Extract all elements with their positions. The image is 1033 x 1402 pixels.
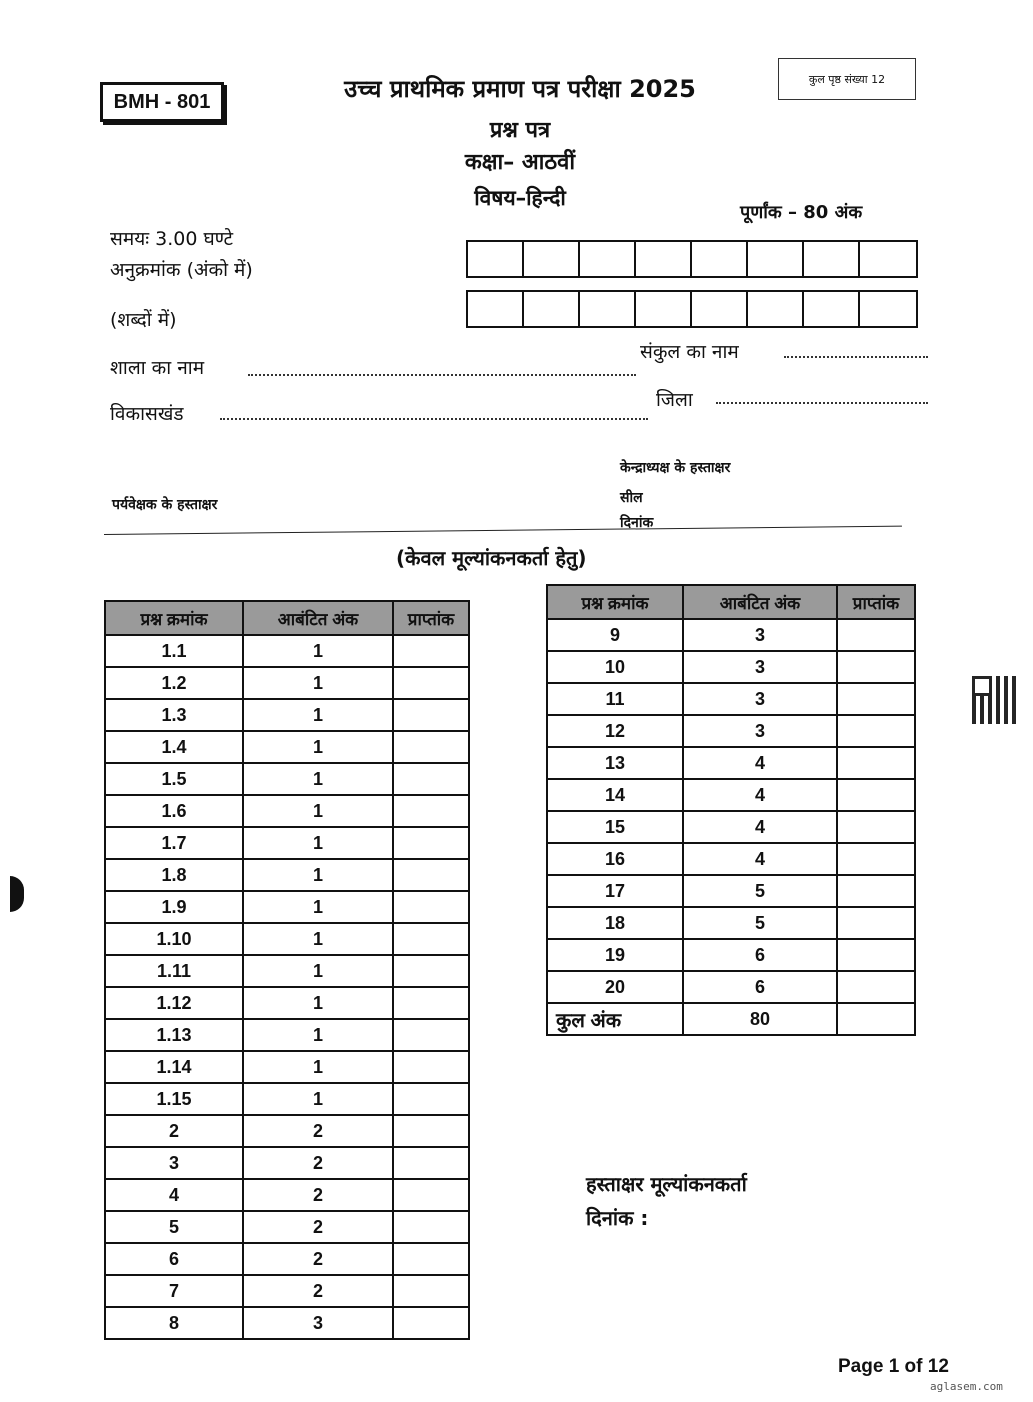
allotted-marks-cell: 1 — [243, 667, 393, 699]
obtained-marks-cell[interactable] — [393, 1019, 469, 1051]
obtained-marks-cell[interactable] — [393, 1307, 469, 1339]
question-number-cell: 2 — [105, 1115, 243, 1147]
obtained-marks-cell[interactable] — [837, 843, 915, 875]
table-row — [105, 667, 469, 699]
allotted-marks-cell: 1 — [243, 1019, 393, 1051]
table-row — [105, 731, 469, 763]
table-row — [105, 1051, 469, 1083]
subject-label: विषय–हिन्दी — [474, 186, 566, 210]
obtained-marks-cell[interactable] — [837, 971, 915, 1003]
question-number-cell: 1.8 — [105, 859, 243, 891]
obtained-marks-cell[interactable] — [393, 763, 469, 795]
allotted-marks-cell: 2 — [243, 1147, 393, 1179]
class-label: कक्षा– आठवीं — [464, 150, 576, 175]
obtained-marks-cell[interactable] — [393, 1083, 469, 1115]
obtained-marks-cell[interactable] — [393, 635, 469, 667]
table-row — [547, 939, 915, 971]
block-field[interactable] — [220, 418, 648, 420]
obtained-marks-cell[interactable] — [393, 699, 469, 731]
punch-hole-mark — [10, 876, 24, 912]
exam-title: उच्च प्राथमिक प्रमाण पत्र परीक्षा 2025 — [344, 75, 696, 103]
divider-line — [104, 526, 902, 535]
table-row — [547, 683, 915, 715]
evaluator-sign-label: हस्ताक्षर मूल्यांकनकर्ता — [586, 1172, 747, 1196]
allotted-marks-cell: 1 — [243, 795, 393, 827]
obtained-marks-cell[interactable] — [393, 1179, 469, 1211]
obtained-marks-cell[interactable] — [393, 987, 469, 1019]
question-number-cell: 1.2 — [105, 667, 243, 699]
obtained-marks-cell[interactable] — [393, 1243, 469, 1275]
obtained-marks-cell[interactable] — [837, 907, 915, 939]
table-row — [105, 1083, 469, 1115]
allotted-marks-cell: 3 — [683, 619, 837, 651]
invigilator-sign-label: पर्यवेक्षक के हस्ताक्षर — [112, 497, 218, 513]
obtained-marks-cell[interactable] — [393, 731, 469, 763]
allotted-marks-cell: 1 — [243, 635, 393, 667]
table-row — [105, 891, 469, 923]
watermark: aglasem.com — [930, 1380, 1003, 1393]
question-number-cell: 19 — [547, 939, 683, 971]
obtained-marks-cell[interactable] — [393, 859, 469, 891]
obtained-marks-cell[interactable] — [393, 891, 469, 923]
table-row — [105, 859, 469, 891]
allotted-marks-cell: 1 — [243, 955, 393, 987]
obtained-marks-cell[interactable] — [393, 795, 469, 827]
question-number-cell: 18 — [547, 907, 683, 939]
allotted-marks-cell: 1 — [243, 827, 393, 859]
table-row — [105, 1019, 469, 1051]
question-number-cell: 1.5 — [105, 763, 243, 795]
question-number-cell: 1.14 — [105, 1051, 243, 1083]
table-row — [547, 811, 915, 843]
allotted-marks-cell: 4 — [683, 747, 837, 779]
date-label: दिनांक — [620, 515, 654, 531]
question-number-cell: 11 — [547, 683, 683, 715]
obtained-marks-cell[interactable] — [393, 955, 469, 987]
table-row — [105, 1211, 469, 1243]
obtained-marks-cell[interactable] — [393, 1115, 469, 1147]
question-number-cell: 1.13 — [105, 1019, 243, 1051]
table-row — [547, 715, 915, 747]
obtained-marks-cell[interactable] — [837, 651, 915, 683]
question-number-cell: 1.9 — [105, 891, 243, 923]
obtained-marks-cell[interactable] — [393, 827, 469, 859]
allotted-marks-cell: 3 — [683, 715, 837, 747]
question-number-cell: 1.3 — [105, 699, 243, 731]
qr-code-icon — [972, 676, 1020, 724]
allotted-marks-cell: 2 — [243, 1243, 393, 1275]
table-row — [105, 635, 469, 667]
allotted-marks-cell: 2 — [243, 1275, 393, 1307]
obtained-marks-cell[interactable] — [837, 779, 915, 811]
question-number-cell: 12 — [547, 715, 683, 747]
question-number-cell: 1.7 — [105, 827, 243, 859]
question-number-cell: 1.12 — [105, 987, 243, 1019]
obtained-marks-cell[interactable] — [393, 1147, 469, 1179]
full-marks: पूर्णांक – 80 अंक — [740, 202, 863, 223]
obtained-marks-cell[interactable] — [393, 923, 469, 955]
allotted-marks-cell: 1 — [243, 891, 393, 923]
question-number-cell: 1.10 — [105, 923, 243, 955]
table-row — [105, 699, 469, 731]
question-number-cell: 1.11 — [105, 955, 243, 987]
total-pages-box: कुल पृष्ठ संख्या 12 — [778, 58, 916, 100]
table-row — [547, 907, 915, 939]
obtained-marks-cell[interactable] — [837, 683, 915, 715]
obtained-marks-cell[interactable] — [837, 619, 915, 651]
allotted-marks-cell: 3 — [243, 1307, 393, 1339]
question-number-cell: 16 — [547, 843, 683, 875]
table-row — [105, 955, 469, 987]
allotted-marks-cell: 4 — [683, 811, 837, 843]
obtained-marks-cell[interactable] — [837, 1003, 915, 1035]
question-number-cell: 15 — [547, 811, 683, 843]
evaluator-heading: (केवल मूल्यांकनकर्ता हेतु) — [396, 546, 587, 570]
allotted-marks-cell: 5 — [683, 907, 837, 939]
allotted-marks-cell: 6 — [683, 939, 837, 971]
paper-label: प्रश्न पत्र — [489, 118, 551, 143]
question-number-cell: 3 — [105, 1147, 243, 1179]
time-label: समयः 3.00 घण्टे — [110, 228, 234, 250]
allotted-marks-cell: 1 — [243, 731, 393, 763]
question-number-cell: 9 — [547, 619, 683, 651]
question-number-cell: 20 — [547, 971, 683, 1003]
district-label: जिला — [656, 389, 693, 411]
score-table-left — [104, 600, 470, 1340]
table-row — [105, 795, 469, 827]
header-allotted: आबंटित अंक — [243, 601, 393, 635]
header-question-no: प्रश्न क्रमांक — [547, 585, 683, 619]
district-field[interactable] — [716, 402, 928, 404]
allotted-marks-cell: 1 — [243, 699, 393, 731]
table-row — [105, 1307, 469, 1339]
header-question-no: प्रश्न क्रमांक — [105, 601, 243, 635]
obtained-marks-cell[interactable] — [837, 811, 915, 843]
score-table-right — [546, 584, 916, 1036]
question-number-cell: 10 — [547, 651, 683, 683]
table-row — [105, 1275, 469, 1307]
allotted-marks-cell: 6 — [683, 971, 837, 1003]
allotted-marks-cell: 1 — [243, 1051, 393, 1083]
obtained-marks-cell[interactable] — [393, 1051, 469, 1083]
table-row — [547, 843, 915, 875]
question-number-cell: 6 — [105, 1243, 243, 1275]
page-number: Page 1 of 12 — [838, 1356, 949, 1377]
allotted-marks-cell: 1 — [243, 859, 393, 891]
school-name-label: शाला का नाम — [110, 357, 205, 379]
question-number-cell: 4 — [105, 1179, 243, 1211]
table-row — [105, 763, 469, 795]
allotted-marks-cell: 1 — [243, 923, 393, 955]
allotted-marks-cell: 5 — [683, 875, 837, 907]
allotted-marks-cell: 1 — [243, 1083, 393, 1115]
school-name-field[interactable] — [248, 374, 636, 376]
obtained-marks-cell[interactable] — [393, 1275, 469, 1307]
obtained-marks-cell[interactable] — [837, 875, 915, 907]
question-number-cell: 14 — [547, 779, 683, 811]
question-number-cell: कुल अंक — [547, 1003, 683, 1035]
cluster-name-label: संकुल का नाम — [640, 341, 739, 363]
header-obtained: प्राप्तांक — [393, 601, 469, 635]
table-row — [105, 987, 469, 1019]
header-obtained: प्राप्तांक — [837, 585, 915, 619]
table-row — [105, 1179, 469, 1211]
table-row — [547, 619, 915, 651]
allotted-marks-cell: 4 — [683, 843, 837, 875]
question-number-cell: 17 — [547, 875, 683, 907]
table-row — [547, 747, 915, 779]
roll-digits-label: अनुक्रमांक (अंको में) — [110, 259, 253, 281]
obtained-marks-cell[interactable] — [837, 939, 915, 971]
table-row — [547, 779, 915, 811]
obtained-marks-cell[interactable] — [837, 715, 915, 747]
evaluator-date-label: दिनांक : — [586, 1206, 649, 1230]
question-number-cell: 1.4 — [105, 731, 243, 763]
table-row — [105, 1243, 469, 1275]
allotted-marks-cell: 2 — [243, 1115, 393, 1147]
roll-number-digit-boxes[interactable] — [466, 240, 918, 278]
allotted-marks-cell: 3 — [683, 651, 837, 683]
question-number-cell: 1.6 — [105, 795, 243, 827]
table-row — [547, 651, 915, 683]
block-label: विकासखंड — [110, 403, 184, 425]
allotted-marks-cell: 3 — [683, 683, 837, 715]
allotted-marks-cell: 80 — [683, 1003, 837, 1035]
allotted-marks-cell: 2 — [243, 1179, 393, 1211]
allotted-marks-cell: 4 — [683, 779, 837, 811]
obtained-marks-cell[interactable] — [393, 667, 469, 699]
question-number-cell: 13 — [547, 747, 683, 779]
paper-code: BMH - 801 — [100, 82, 224, 122]
table-row — [547, 1003, 915, 1035]
roll-number-word-boxes[interactable] — [466, 290, 918, 328]
table-row — [105, 1147, 469, 1179]
allotted-marks-cell: 1 — [243, 987, 393, 1019]
seal-label: सील — [620, 490, 643, 506]
centre-sign-label: केन्द्राध्यक्ष के हस्ताक्षर — [620, 460, 731, 476]
allotted-marks-cell: 1 — [243, 763, 393, 795]
question-number-cell: 1.1 — [105, 635, 243, 667]
header-allotted: आबंटित अंक — [683, 585, 837, 619]
table-row — [105, 923, 469, 955]
roll-words-label: (शब्दों में) — [110, 309, 177, 331]
table-row — [105, 1115, 469, 1147]
table-row — [547, 875, 915, 907]
cluster-name-field[interactable] — [784, 356, 928, 358]
table-row — [547, 971, 915, 1003]
obtained-marks-cell[interactable] — [393, 1211, 469, 1243]
question-number-cell: 8 — [105, 1307, 243, 1339]
table-row — [105, 827, 469, 859]
question-number-cell: 7 — [105, 1275, 243, 1307]
obtained-marks-cell[interactable] — [837, 747, 915, 779]
question-number-cell: 1.15 — [105, 1083, 243, 1115]
allotted-marks-cell: 2 — [243, 1211, 393, 1243]
question-number-cell: 5 — [105, 1211, 243, 1243]
